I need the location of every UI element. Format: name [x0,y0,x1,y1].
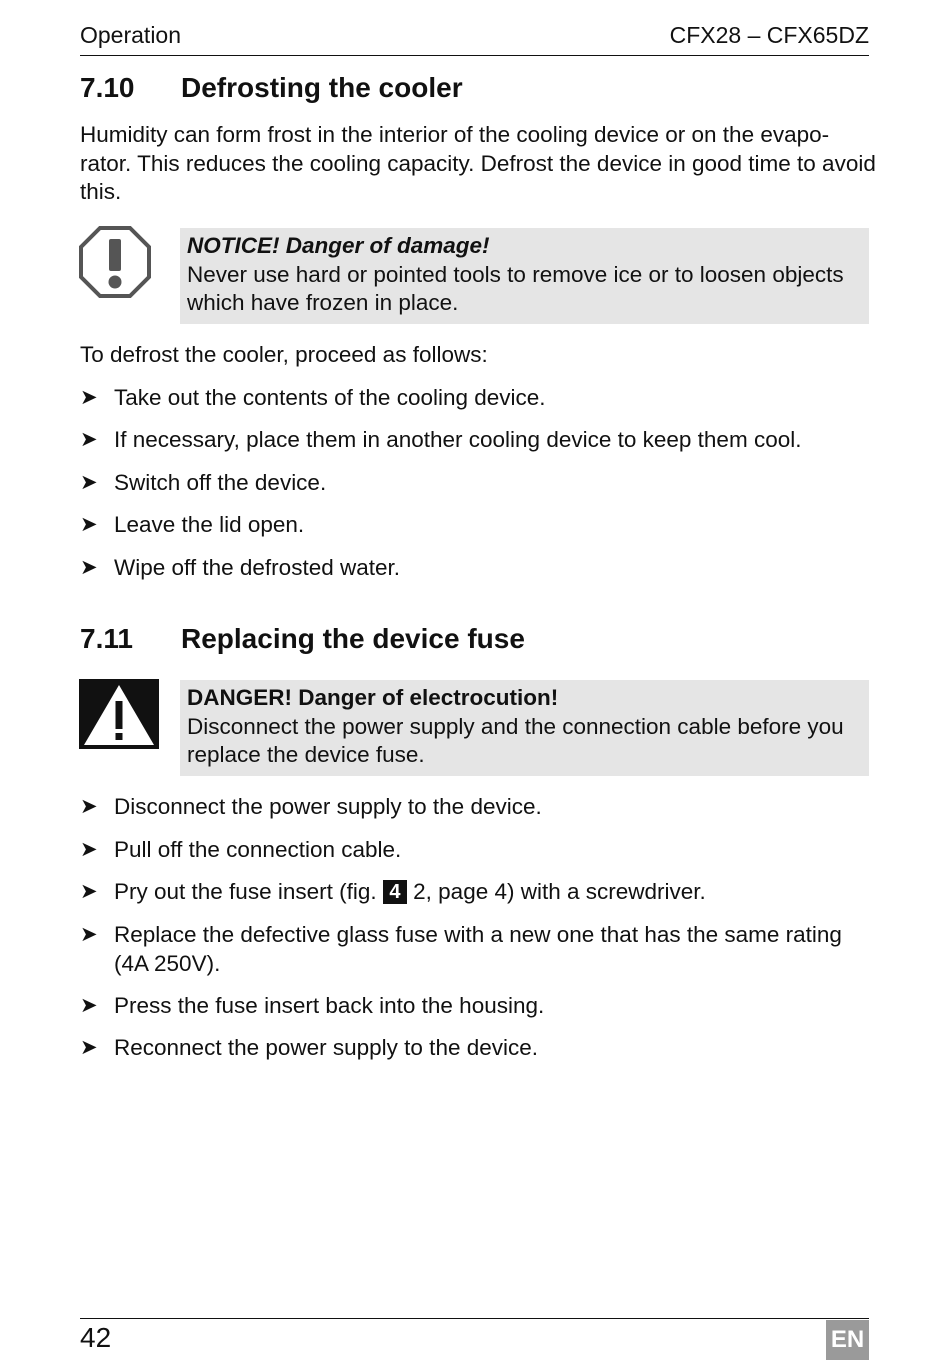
list-item [80,1034,870,1063]
section-710-heading [80,72,463,104]
step-text: Pull off the connection cable. [114,837,402,862]
list-item [80,836,870,865]
step-text: Press the fuse insert back into the housing. [114,993,545,1018]
list-item [80,554,870,583]
bullet-arrow-icon: ➤ [80,386,98,409]
list-item [80,878,870,907]
notice-text: Never use hard or pointed tools to remove ice or to loosen objects which have frozen in place. [187,261,844,315]
page-number: 42 [80,1322,112,1353]
step-text: Switch off the device. [114,470,327,495]
bullet-arrow-icon: ➤ [80,556,98,579]
step-text [114,878,706,907]
header-model: CFX28 – CFX65DZ [669,22,869,48]
list-item [80,992,870,1021]
footer-rule [80,1318,869,1319]
bullet-arrow-icon: ➤ [80,994,98,1017]
bullet-arrow-icon: ➤ [80,428,98,451]
header-section: Operation [80,22,182,48]
list-item [80,426,870,455]
section-711-number: 7.11 [80,623,133,654]
defrost-lead: To defrost the cooler, proceed as follows: [80,342,488,367]
list-item [80,921,870,978]
step-text: Take out the contents of the cooling device. [114,385,546,410]
figure-reference-badge: 4 [383,880,407,904]
section-711-title: Replacing the device fuse [181,623,525,654]
danger-title: DANGER! Danger of electrocution! [187,685,559,710]
section-710-number: 7.10 [80,72,135,103]
section-710-title: Defrosting the cooler [181,72,463,103]
language-badge: EN [826,1320,869,1360]
bullet-arrow-icon: ➤ [80,1036,98,1059]
step-text: Wipe off the defrosted water. [114,555,400,580]
page-header [80,22,869,56]
bullet-arrow-icon: ➤ [80,923,98,946]
list-item [80,511,870,540]
warning-triangle-icon [79,679,159,749]
list-item [80,469,870,498]
step-text-part: Pry out the fuse insert (fig. [114,879,377,904]
notice-octagon-icon [79,226,151,298]
list-item [80,384,870,413]
step-text-part: 2, page 4) with a screwdriver. [413,879,706,904]
bullet-arrow-icon: ➤ [80,880,98,903]
notice-title: NOTICE! Danger of damage! [187,233,490,258]
list-item [80,793,870,822]
section-710-intro: Humidity can form frost in the interior of the cooling device or on the evapo-rator. This reduces the cooling capacity. Defrost the device in good time to avoid this. [80,122,876,204]
danger-text: Disconnect the power supply and the connection cable before you replace the device fuse. [187,713,844,767]
section-711-heading [80,623,525,655]
notice-box [180,228,869,324]
bullet-arrow-icon: ➤ [80,513,98,536]
danger-box [180,680,869,776]
bullet-arrow-icon: ➤ [80,838,98,861]
step-text: Reconnect the power supply to the device. [114,1035,539,1060]
bullet-arrow-icon: ➤ [80,795,98,818]
step-text: Disconnect the power supply to the device. [114,794,542,819]
step-text: Replace the defective glass fuse with a new one that has the same rating (4A 250V). [114,922,842,976]
bullet-arrow-icon: ➤ [80,471,98,494]
step-text: Leave the lid open. [114,512,305,537]
step-text: If necessary, place them in another cooling device to keep them cool. [114,427,802,452]
